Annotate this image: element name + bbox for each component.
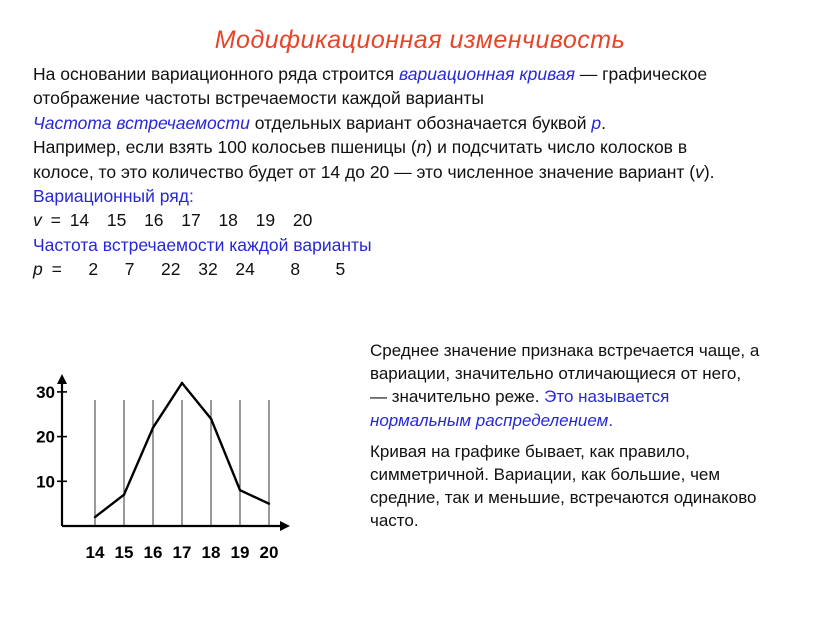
x-tick-label: 17 — [172, 543, 192, 562]
variation-curve-chart — [0, 360, 330, 575]
term-normal-distribution: нормальным распределением — [370, 410, 609, 430]
explanation-text: Среднее значение признака встречается чаще, а вариации, значительно отличающиеся от него, — значительно реже. Это называется нормальным распределением. Кривая на графике бывает, как правило, симметричной. Вариации, как большие, чем средние, так и меньшие, встречаются одинаково часто. — [370, 341, 760, 531]
frequency-heading: Частота встречаемости каждой варианты — [33, 234, 372, 255]
text-line-4: Например, если взять 100 колосьев пшеницы (n) и подсчитать число колосков в — [33, 137, 688, 158]
data-point — [210, 418, 212, 420]
x-axis-arrow — [280, 521, 290, 531]
variation-series-values: v = 14 15 16 17 18 19 20 — [33, 210, 313, 231]
text-line-5: колосе, то это количество будет от 14 до 20 — это численное значение вариант (v). — [33, 161, 715, 182]
text-line-2: отображение частоты встречаемости каждой варианты — [33, 88, 484, 109]
x-tick-label: 19 — [230, 543, 250, 562]
variation-series-heading: Вариационный ряд: — [33, 186, 194, 207]
y-tick-label: 10 — [36, 472, 55, 492]
frequency-values: р = 2 7 22 32 24 8 5 — [33, 259, 346, 280]
x-tick-label: 15 — [114, 543, 134, 562]
data-point — [94, 516, 96, 518]
y-tick-label: 30 — [36, 382, 55, 402]
data-point — [268, 503, 270, 505]
x-tick-label: 18 — [201, 543, 221, 562]
normal-distribution-label: Это называется — [544, 387, 670, 407]
main-text — [33, 62, 813, 282]
text-line-1: На основании вариационного ряда строится вариационная кривая — графическое — [33, 64, 708, 84]
term-frequency: Частота встречаемости — [33, 112, 250, 133]
slide-title: Модификационная изменчивость — [214, 26, 626, 54]
y-axis-arrow — [57, 374, 67, 384]
text-line-3: Частота встречаемости отдельных вариант обозначается буквой р. — [33, 112, 607, 133]
data-point — [181, 382, 183, 384]
x-tick-label: 14 — [85, 543, 105, 562]
data-point — [152, 427, 154, 429]
term-variation-curve: вариационная кривая — [399, 64, 575, 84]
y-tick-label: 20 — [36, 427, 55, 447]
x-tick-label: 20 — [259, 543, 279, 562]
x-tick-label: 16 — [143, 543, 163, 562]
data-point — [239, 489, 241, 491]
data-point — [123, 494, 125, 496]
